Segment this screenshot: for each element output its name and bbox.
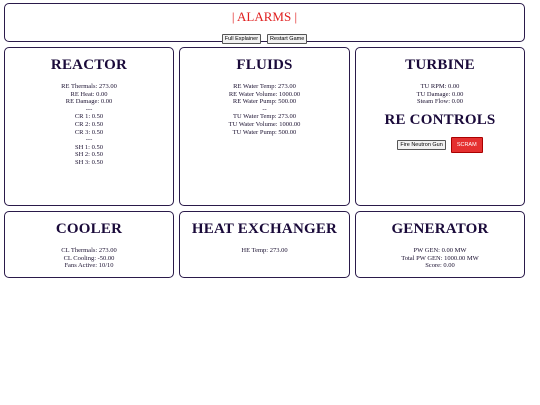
sh-3: SH 3: 0.50 xyxy=(75,158,103,166)
restart-game-button[interactable]: Restart Game xyxy=(267,34,307,44)
cr-3: CR 3: 0.50 xyxy=(74,128,104,136)
cl-cooling: CL Cooling: -50.00 xyxy=(63,254,115,262)
separator: -- xyxy=(262,105,267,113)
game-controls xyxy=(5,27,524,45)
re-controls xyxy=(356,137,524,153)
reactor-panel xyxy=(4,47,174,206)
sh-1: SH 1: 0.50 xyxy=(75,143,103,151)
tu-rpm: TU RPM: 0.00 xyxy=(420,83,460,90)
tu-damage: TU Damage: 0.00 xyxy=(416,90,464,98)
re-thermals: RE Thermals: 273.00 xyxy=(61,83,117,90)
tu-water-pump: TU Water Pump: 500.00 xyxy=(232,128,297,136)
score: Score: 0.00 xyxy=(425,262,455,270)
he-temp: HE Temp: 273.00 xyxy=(241,247,288,254)
separator: --- xyxy=(85,105,93,113)
turbine-title: TURBINE xyxy=(405,57,475,73)
cl-thermals: CL Thermals: 273.00 xyxy=(61,247,117,254)
tu-water-temp: TU Water Temp: 273.00 xyxy=(232,113,297,121)
cr-2: CR 2: 0.50 xyxy=(74,120,104,128)
fluids-panel xyxy=(179,47,350,206)
re-controls-title: RE CONTROLS xyxy=(384,111,496,128)
cooler-title: COOLER xyxy=(55,221,123,237)
alarm-panel xyxy=(4,3,525,42)
re-water-temp: RE Water Temp: 273.00 xyxy=(233,83,296,90)
full-explainer-button[interactable]: Full Explainer xyxy=(222,34,261,44)
heat-exchanger-panel xyxy=(179,211,350,278)
re-heat: RE Heat: 0.00 xyxy=(70,90,108,98)
tu-water-volume: TU Water Volume: 1000.00 xyxy=(228,120,301,128)
fire-neutron-gun-button[interactable]: Fire Neutron Gun xyxy=(397,140,446,150)
sh-2: SH 2: 0.50 xyxy=(75,151,103,159)
cooler-panel xyxy=(4,211,174,278)
generator-title: GENERATOR xyxy=(391,221,489,237)
re-water-volume: RE Water Volume: 1000.00 xyxy=(228,90,301,98)
separator: --- xyxy=(85,136,93,144)
generator-panel xyxy=(355,211,525,278)
fluids-title: FLUIDS xyxy=(236,57,293,73)
steam-flow: Steam Flow: 0.00 xyxy=(416,98,464,106)
reactor-title: REACTOR xyxy=(50,57,128,73)
total-pw-gen: Total PW GEN: 1000.00 MW xyxy=(401,254,479,262)
cr-1: CR 1: 0.50 xyxy=(74,113,104,121)
alarms-title: | ALARMS | xyxy=(231,9,298,24)
heat-exchanger-title: HEAT EXCHANGER xyxy=(191,221,338,237)
pw-gen: PW GEN: 0.00 MW xyxy=(413,247,467,254)
turbine-panel xyxy=(355,47,525,206)
re-water-pump: RE Water Pump: 500.00 xyxy=(232,98,297,106)
re-damage: RE Damage: 0.00 xyxy=(65,98,113,106)
fans-active: Fans Active: 10/10 xyxy=(64,262,114,270)
scram-button[interactable]: SCRAM xyxy=(451,137,483,153)
